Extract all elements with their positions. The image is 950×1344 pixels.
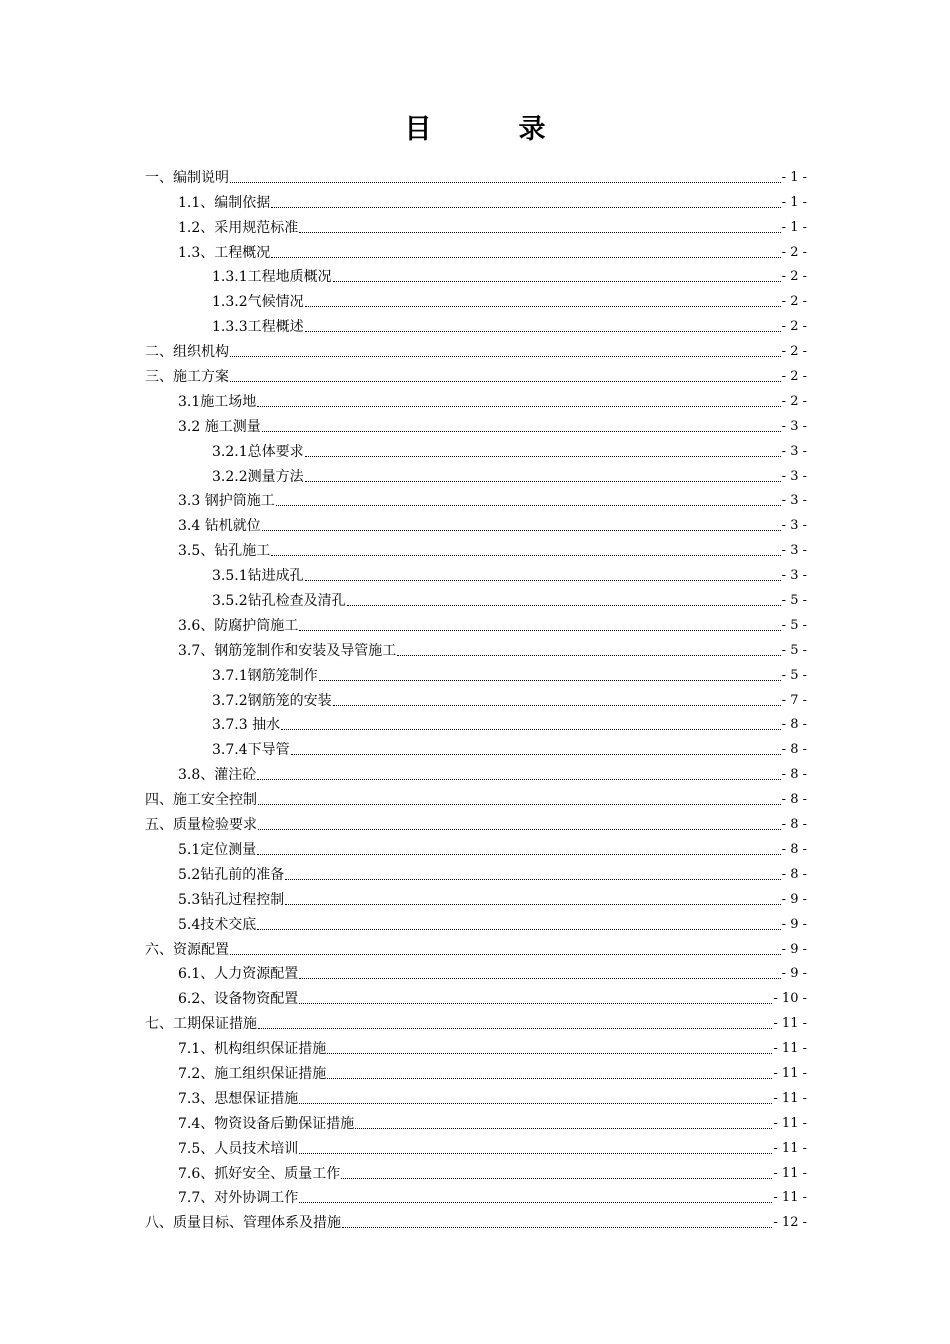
toc-dot-leader	[285, 879, 780, 880]
toc-entry[interactable]	[145, 685, 807, 710]
toc-entry-text: 3.7、钢筋笼制作和安装及导管施工	[178, 642, 397, 659]
toc-entry[interactable]	[145, 461, 807, 486]
toc-entry-text: 1.3、工程概况	[178, 244, 271, 261]
toc-entry-text: 1.3.3工程概述	[212, 319, 304, 336]
toc-entry[interactable]	[145, 336, 807, 361]
toc-entry[interactable]	[145, 560, 807, 585]
toc-entry[interactable]	[145, 909, 807, 934]
toc-entry-text: 3.7.2钢筋笼的安装	[212, 692, 332, 709]
toc-dot-leader	[299, 1103, 772, 1104]
toc-entry[interactable]	[145, 311, 807, 336]
toc-entry[interactable]	[145, 262, 807, 287]
toc-dot-leader	[342, 1227, 772, 1228]
toc-entry[interactable]	[145, 859, 807, 884]
toc-entry[interactable]	[145, 237, 807, 262]
toc-dot-leader	[341, 1178, 772, 1179]
toc-page-number: - 9 -	[781, 966, 807, 982]
toc-entry-text: 7.1、机构组织保证措施	[178, 1041, 327, 1058]
toc-entry-text: 3.2.1总体要求	[212, 443, 304, 460]
toc-entry[interactable]	[145, 535, 807, 560]
toc-page-number: - 3 -	[781, 543, 807, 559]
toc-entry-text: 1.2、采用规范标准	[178, 219, 299, 236]
toc-entry-text: 五、质量检验要求	[145, 817, 257, 834]
toc-entry[interactable]	[145, 436, 807, 461]
toc-page-number: - 3 -	[781, 493, 807, 509]
toc-page-number: - 12 -	[773, 1215, 807, 1231]
toc-entry[interactable]	[145, 1158, 807, 1183]
toc-page-number: - 9 -	[781, 941, 807, 957]
toc-entry-text: 3.2.2测量方法	[212, 468, 304, 485]
toc-entry-text: 7.6、抓好安全、质量工作	[178, 1165, 341, 1182]
toc-entry[interactable]	[145, 734, 807, 759]
toc-dot-leader	[333, 705, 781, 706]
toc-entry-text: 1.1、编制依据	[178, 194, 271, 211]
toc-dot-leader	[299, 1202, 772, 1203]
toc-dot-leader	[230, 182, 781, 183]
toc-page-number: - 8 -	[781, 742, 807, 758]
toc-page-number: - 8 -	[781, 767, 807, 783]
toc-page-number: - 7 -	[781, 692, 807, 708]
toc-entry-text: 3.7.1钢筋笼制作	[212, 667, 318, 684]
toc-dot-leader	[230, 954, 781, 955]
toc-dot-leader	[271, 555, 780, 556]
toc-entry-text: 六、资源配置	[145, 941, 229, 958]
toc-page-number: - 3 -	[781, 518, 807, 534]
toc-dot-leader	[230, 381, 781, 382]
toc-entry-text: 3.3 钢护筒施工	[178, 493, 275, 510]
toc-entry[interactable]	[145, 212, 807, 237]
toc-page-number: - 8 -	[781, 866, 807, 882]
toc-dot-leader	[271, 257, 780, 258]
toc-dot-leader	[299, 1003, 772, 1004]
toc-entry[interactable]	[145, 162, 807, 187]
toc-entry[interactable]	[145, 660, 807, 685]
toc-dot-leader	[257, 406, 780, 407]
toc-dot-leader	[271, 207, 780, 208]
toc-entry[interactable]	[145, 411, 807, 436]
toc-entry-text: 3.4 钻机就位	[178, 518, 261, 535]
toc-dot-leader	[327, 1078, 772, 1079]
toc-entry[interactable]	[145, 386, 807, 411]
toc-entry-text: 一、编制说明	[145, 169, 229, 186]
toc-dot-leader	[299, 630, 780, 631]
toc-page-number: - 8 -	[781, 841, 807, 857]
toc-dot-leader	[281, 729, 781, 730]
toc-page-number: - 5 -	[781, 593, 807, 609]
toc-dot-leader	[258, 804, 781, 805]
toc-dot-leader	[291, 754, 781, 755]
toc-entry[interactable]	[145, 286, 807, 311]
toc-dot-leader	[276, 505, 781, 506]
toc-page-number: - 8 -	[781, 792, 807, 808]
toc-page-number: - 1 -	[781, 219, 807, 235]
toc-entry[interactable]	[145, 1133, 807, 1158]
table-of-contents	[145, 162, 807, 1232]
toc-entry[interactable]	[145, 834, 807, 859]
toc-entry[interactable]	[145, 585, 807, 610]
toc-dot-leader	[299, 978, 780, 979]
toc-entry-text: 3.5、钻孔施工	[178, 543, 271, 560]
toc-dot-leader	[262, 530, 781, 531]
toc-dot-leader	[319, 680, 781, 681]
toc-entry-text: 3.5.1钻进成孔	[212, 568, 304, 585]
toc-page-number: - 2 -	[781, 369, 807, 385]
toc-dot-leader	[299, 1153, 772, 1154]
toc-entry-text: 3.8、灌注砼	[178, 767, 257, 784]
toc-page-number: - 5 -	[781, 642, 807, 658]
toc-page-number: - 3 -	[781, 443, 807, 459]
toc-entry-text: 七、工期保证措施	[145, 1016, 257, 1033]
toc-entry[interactable]	[145, 959, 807, 984]
toc-entry-text: 5.1定位测量	[178, 841, 257, 858]
toc-entry[interactable]	[145, 187, 807, 212]
toc-dot-leader	[347, 605, 781, 606]
toc-page-number: - 2 -	[781, 344, 807, 360]
toc-entry[interactable]	[145, 1108, 807, 1133]
toc-entry-text: 1.3.2气候情况	[212, 294, 304, 311]
toc-page-number: - 11 -	[773, 1190, 807, 1206]
toc-entry-text: 3.5.2钻孔检查及清孔	[212, 593, 346, 610]
toc-entry[interactable]	[145, 1033, 807, 1058]
toc-entry-text: 三、施工方案	[145, 369, 229, 386]
toc-page-number: - 3 -	[781, 568, 807, 584]
toc-page-number: - 11 -	[773, 1165, 807, 1181]
toc-dot-leader	[333, 281, 781, 282]
toc-page-number: - 10 -	[773, 991, 807, 1007]
toc-dot-leader	[257, 929, 780, 930]
toc-page-number: - 11 -	[773, 1140, 807, 1156]
toc-entry-text: 5.3钻孔过程控制	[178, 891, 285, 908]
toc-entry[interactable]	[145, 1207, 807, 1232]
toc-entry-text: 7.5、人员技术培训	[178, 1140, 299, 1157]
toc-page-number: - 1 -	[781, 169, 807, 185]
toc-page-number: - 5 -	[781, 617, 807, 633]
toc-entry[interactable]	[145, 1058, 807, 1083]
toc-page-number: - 1 -	[781, 194, 807, 210]
toc-entry[interactable]	[145, 510, 807, 535]
toc-page-number: - 8 -	[781, 817, 807, 833]
toc-dot-leader	[262, 431, 781, 432]
toc-dot-leader	[305, 456, 781, 457]
toc-dot-leader	[305, 306, 781, 307]
toc-page-number: - 9 -	[781, 916, 807, 932]
toc-entry[interactable]	[145, 809, 807, 834]
toc-page-number: - 11 -	[773, 1115, 807, 1131]
page-title: 目 录	[404, 114, 576, 145]
toc-entry-text: 7.7、对外协调工作	[178, 1190, 299, 1207]
toc-dot-leader	[257, 854, 780, 855]
toc-entry-text: 7.3、思想保证措施	[178, 1090, 299, 1107]
toc-page-number: - 11 -	[773, 1090, 807, 1106]
toc-entry[interactable]	[145, 784, 807, 809]
toc-entry-text: 7.4、物资设备后勤保证措施	[178, 1115, 355, 1132]
toc-page-number: - 2 -	[781, 269, 807, 285]
toc-entry[interactable]	[145, 610, 807, 635]
toc-entry[interactable]	[145, 635, 807, 660]
toc-page-number: - 8 -	[781, 717, 807, 733]
toc-entry-text: 四、施工安全控制	[145, 792, 257, 809]
toc-entry-text: 1.3.1工程地质概况	[212, 269, 332, 286]
toc-dot-leader	[230, 356, 781, 357]
toc-entry[interactable]	[145, 884, 807, 909]
toc-entry-text: 6.2、设备物资配置	[178, 991, 299, 1008]
toc-entry-text: 3.1施工场地	[178, 393, 257, 410]
toc-dot-leader	[257, 779, 780, 780]
toc-entry-text: 3.6、防腐护筒施工	[178, 617, 299, 634]
toc-page-number: - 2 -	[781, 319, 807, 335]
toc-page-number: - 3 -	[781, 468, 807, 484]
toc-page-number: - 11 -	[773, 1016, 807, 1032]
toc-dot-leader	[305, 481, 781, 482]
toc-page-number: - 11 -	[773, 1065, 807, 1081]
toc-page-number: - 3 -	[781, 418, 807, 434]
toc-entry[interactable]	[145, 983, 807, 1008]
toc-entry[interactable]	[145, 759, 807, 784]
toc-entry-text: 3.2 施工测量	[178, 418, 261, 435]
toc-entry-text: 5.4技术交底	[178, 916, 257, 933]
toc-entry[interactable]	[145, 1083, 807, 1108]
toc-page-number: - 9 -	[781, 891, 807, 907]
toc-entry-text: 5.2钻孔前的准备	[178, 866, 285, 883]
toc-entry[interactable]	[145, 710, 807, 735]
toc-dot-leader	[305, 580, 781, 581]
toc-dot-leader	[327, 1053, 772, 1054]
toc-dot-leader	[258, 829, 781, 830]
toc-entry[interactable]	[145, 486, 807, 511]
toc-entry-text: 二、组织机构	[145, 344, 229, 361]
toc-page-number: - 11 -	[773, 1041, 807, 1057]
toc-dot-leader	[397, 655, 780, 656]
toc-entry[interactable]	[145, 934, 807, 959]
toc-page-number: - 2 -	[781, 294, 807, 310]
toc-dot-leader	[285, 904, 780, 905]
toc-entry-text: 八、质量目标、管理体系及措施	[145, 1215, 341, 1232]
toc-entry[interactable]	[145, 1008, 807, 1033]
toc-page-number: - 2 -	[781, 244, 807, 260]
toc-entry[interactable]	[145, 361, 807, 386]
toc-entry-text: 6.1、人力资源配置	[178, 966, 299, 983]
toc-dot-leader	[258, 1028, 772, 1029]
toc-entry-text: 7.2、施工组织保证措施	[178, 1065, 327, 1082]
toc-page-number: - 5 -	[781, 667, 807, 683]
toc-dot-leader	[305, 331, 781, 332]
toc-dot-leader	[299, 232, 780, 233]
toc-entry[interactable]	[145, 1183, 807, 1208]
toc-page-number: - 2 -	[781, 393, 807, 409]
toc-entry-text: 3.7.4下导管	[212, 742, 290, 759]
toc-dot-leader	[355, 1128, 772, 1129]
toc-entry-text: 3.7.3 抽水	[212, 717, 281, 734]
